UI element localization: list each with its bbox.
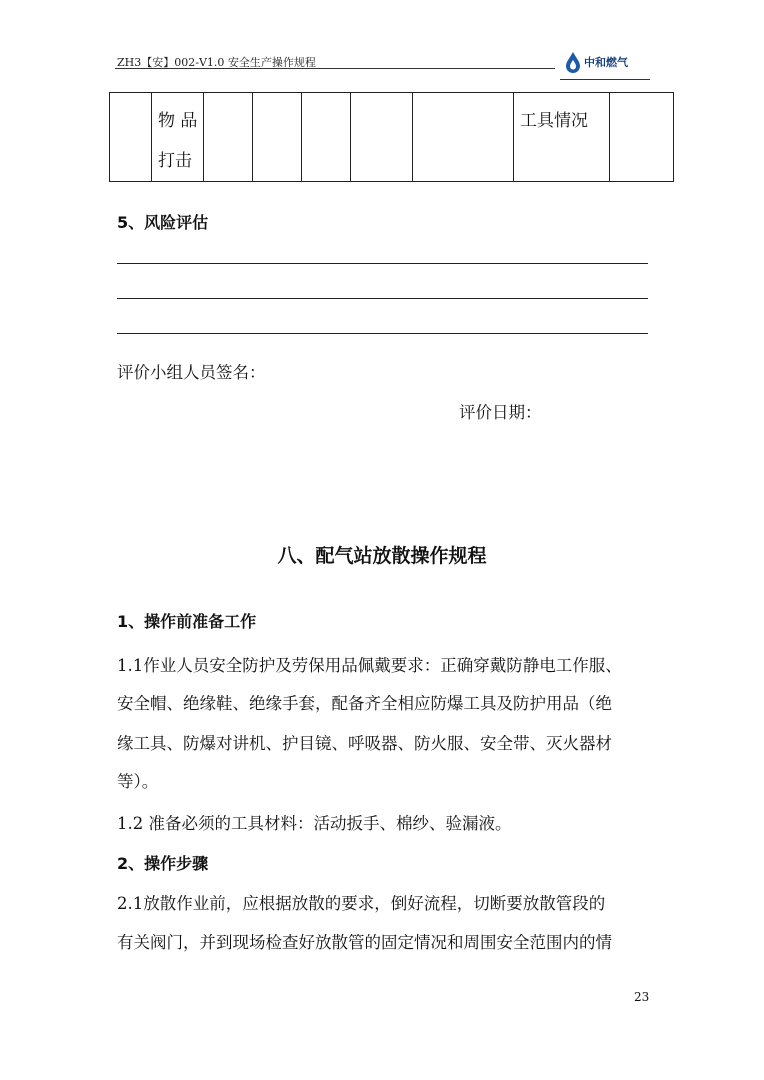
section-title: 八、配气站放散操作规程 (277, 545, 487, 567)
table-cell (514, 93, 610, 182)
cell-text: 物 品 (158, 111, 198, 131)
flame-drop-icon (565, 51, 581, 73)
sign-label: 评价小组人员签名： (117, 363, 266, 382)
paragraph-line: 缘工具、防爆对讲机、护目镜、呼吸器、防火服、安全带、灭火器材 (117, 734, 612, 753)
paragraph-line: 安全帽、绝缘鞋、绝缘手套，配备齐全相应防爆工具及防护用品（绝 (117, 694, 612, 713)
document-code: ZH3【安】002-V1.0 安全生产操作规程 (117, 56, 316, 69)
blank-line (117, 298, 648, 299)
header-rule-right (560, 79, 650, 80)
table-row (110, 93, 674, 182)
paragraph-line: 等）。 (117, 772, 159, 791)
paragraph-line: 1.2 准备必须的工具材料：活动扳手、棉纱、验漏液。 (117, 814, 512, 833)
table-cell (204, 93, 253, 182)
subheading-prep: 1、操作前准备工作 (117, 612, 257, 631)
paragraph-line: 有关阀门，并到现场检查好放散管的固定情况和周围安全范围内的情 (117, 933, 612, 952)
blank-line (117, 263, 648, 264)
paragraph-line: 1.1作业人员安全防护及劳保用品佩戴要求：正确穿戴防静电工作服、 (117, 656, 622, 675)
table-cell (610, 93, 674, 182)
paragraph-line: 2.1放散作业前，应根据放散的要求，倒好流程，切断要放散管段的 (117, 894, 606, 913)
table-cell (152, 93, 204, 182)
header-rule (115, 68, 555, 69)
table-cell (413, 93, 514, 182)
cell-text: 打击 (158, 151, 192, 171)
table-cell (351, 93, 413, 182)
page-number: 23 (634, 990, 650, 1004)
table-cell (110, 93, 152, 182)
logo-text: 中和燃气 (584, 56, 628, 69)
risk-table-fragment (109, 92, 674, 182)
date-label: 评价日期： (459, 403, 542, 422)
blank-line (117, 333, 648, 334)
cell-text: 工具情况 (520, 111, 588, 131)
company-logo (565, 49, 628, 75)
risk-heading: 5、风险评估 (117, 213, 209, 232)
table-cell (302, 93, 351, 182)
subheading-steps: 2、操作步骤 (117, 854, 209, 873)
table-cell (253, 93, 302, 182)
